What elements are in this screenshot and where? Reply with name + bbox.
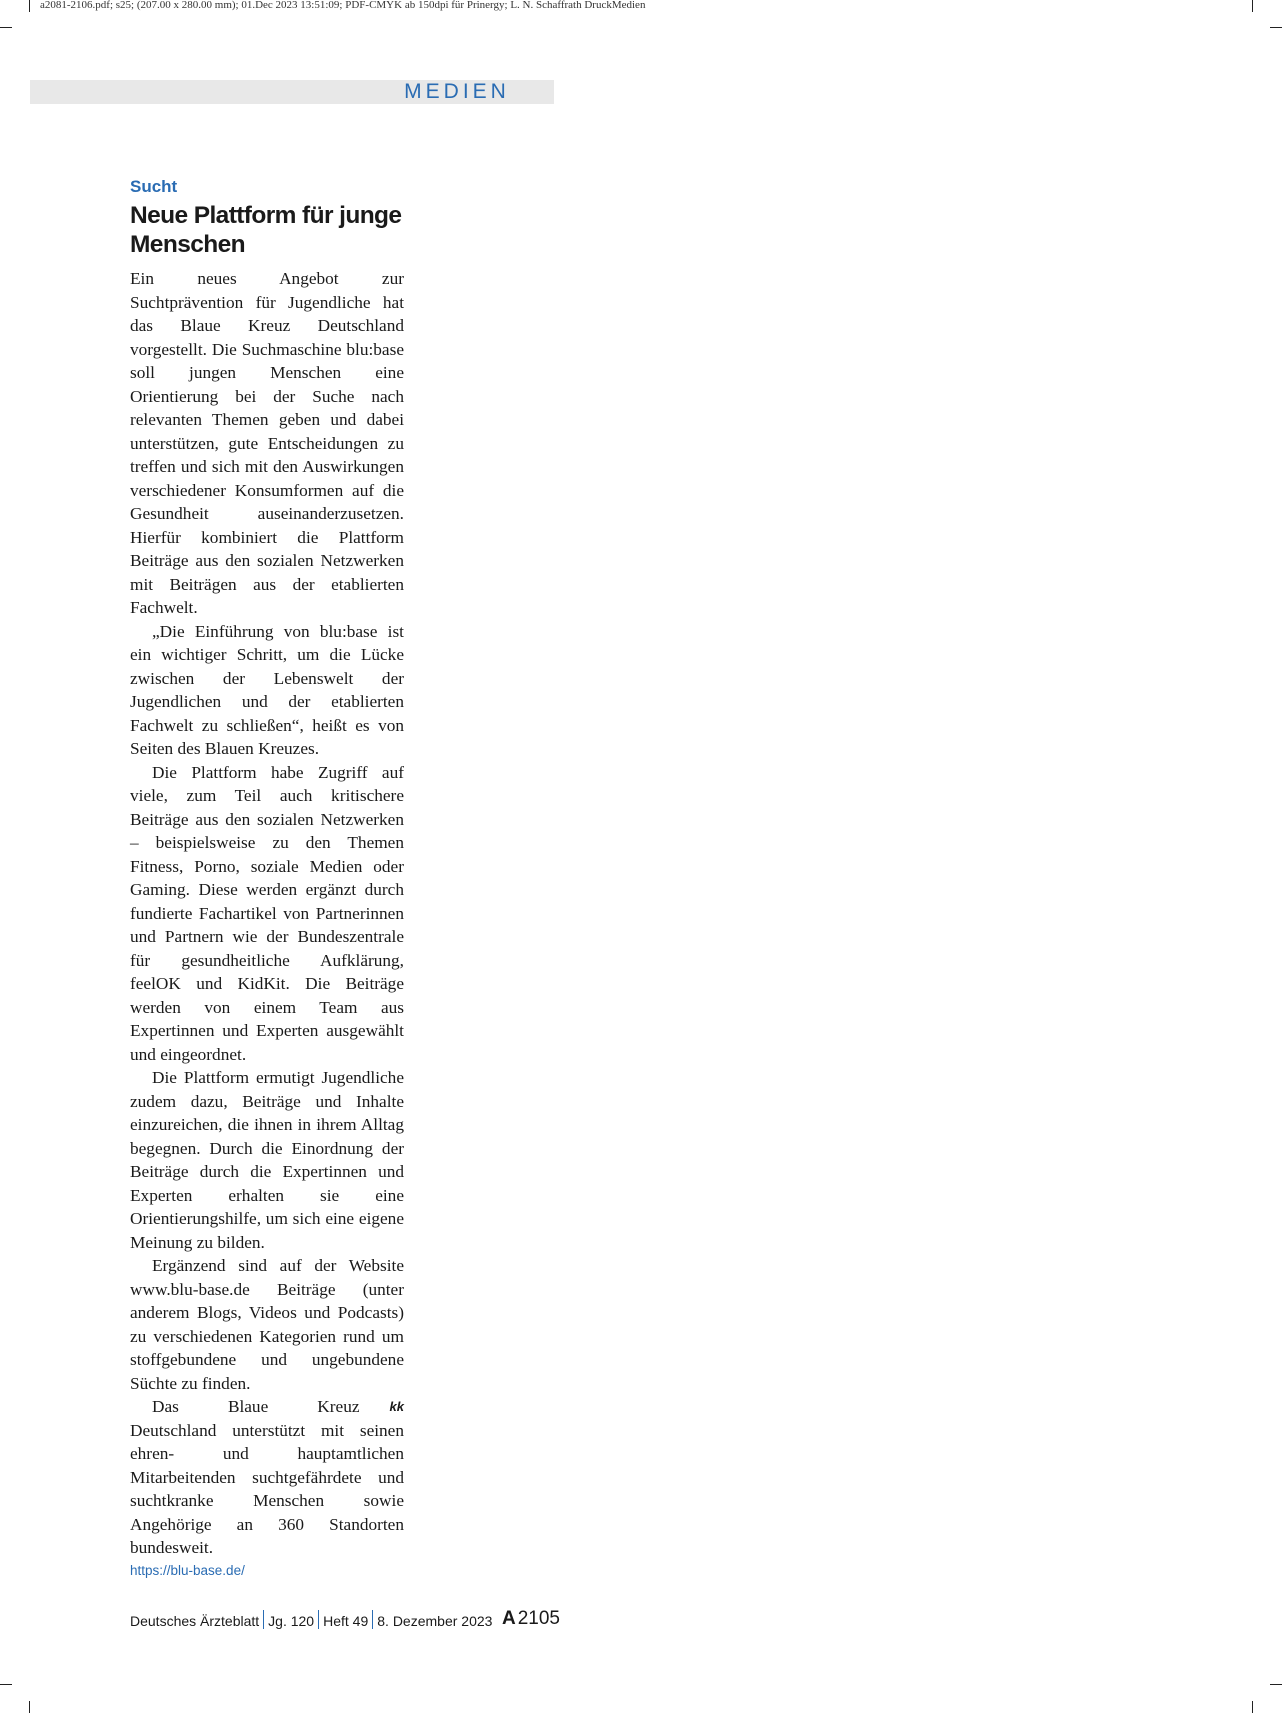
crop-mark-bottom-left-horizontal xyxy=(0,1684,12,1685)
page-number xyxy=(502,1607,560,1631)
crop-mark-top-right-horizontal xyxy=(1270,27,1282,28)
article-headline: Neue Plattform für junge Menschen xyxy=(130,202,402,258)
article-paragraph: Ergänzend sind auf der Website www.blu-base.de Beiträge (unter anderem Blogs, Videos und Podcasts) zu verschiedenen Kategorien rund um stoffgebundene und ungebundene Süchte zu finden. xyxy=(130,1256,404,1393)
crop-mark-top-right-vertical xyxy=(1252,0,1253,12)
article-paragraph-text: Das Blaue Kreuz Deutschland unterstützt mit seinen ehren- und hauptamtlichen Mitarbeitenden suchtgefährdete und suchtkranke Menschen sowie Angehörige an 360 Standorten bundesweit. xyxy=(130,1397,404,1557)
source-link[interactable]: https://blu-base.de/ xyxy=(130,1562,245,1578)
article-paragraph-last xyxy=(130,1395,404,1560)
footer-date: 8. Dezember 2023 xyxy=(377,1613,493,1629)
crop-mark-bottom-right-horizontal xyxy=(1270,1684,1282,1685)
print-slug: a2081-2106.pdf; s25; (207.00 x 280.00 mm); 01.Dec 2023 13:51:09; PDF-CMYK ab 150dpi für Prinergy; L. N. Schaffrath DruckMedien xyxy=(40,0,646,11)
crop-mark-bottom-right-vertical xyxy=(1252,1701,1253,1713)
article-body xyxy=(130,267,404,1560)
crop-mark-top-left-vertical xyxy=(29,0,30,12)
article-paragraph: Ein neues Angebot zur Suchtprävention für Jugendliche hat das Blaue Kreuz Deutschland vorgestellt. Die Suchmaschine blu:base soll jungen Menschen eine Orientierung bei der Suche nach relevanten Themen geben und dabei unterstützen, gute Entscheidungen zu treffen und sich mit den Auswirkungen verschiedener Konsumformen auf die Gesundheit auseinanderzusetzen. Hierfür kombiniert die Plattform Beiträge aus den sozialen Netzwerken mit Beiträgen aus der etablierten Fachwelt. xyxy=(130,269,404,617)
footer-issue: Heft 49 xyxy=(323,1613,369,1629)
page-footer xyxy=(130,1610,560,1631)
page-prefix: A xyxy=(502,1608,516,1629)
article-kicker: Sucht xyxy=(130,177,178,196)
footer-volume: Jg. 120 xyxy=(268,1613,315,1629)
section-label: MEDIEN xyxy=(404,80,510,103)
crop-mark-bottom-left-vertical xyxy=(29,1701,30,1713)
author-initials: kk xyxy=(389,1399,404,1414)
page-number-value: 2105 xyxy=(517,1608,561,1629)
footer-separator xyxy=(372,1610,373,1629)
article-paragraph: „Die Einführung von blu:base ist ein wichtiger Schritt, um die Lücke zwischen der Lebenswelt der Jugendlichen und der etablierten Fachwelt zu schließen“, heißt es von Seiten des Blauen Kreuzes. xyxy=(130,621,404,758)
article xyxy=(130,176,404,1580)
footer-journal: Deutsches Ärzteblatt xyxy=(130,1613,260,1629)
article-paragraph: Die Plattform ermutigt Jugendliche zudem dazu, Beiträge und Inhalte einzureichen, die ihnen in ihrem Alltag begegnen. Durch die Einordnung der Beiträge durch die Expertinnen und Experten erhalten sie eine Orientierungshilfe, um sich eine eigene Meinung zu bilden. xyxy=(130,1068,404,1252)
footer-separator xyxy=(263,1610,264,1629)
article-paragraph: Die Plattform habe Zugriff auf viele, zum Teil auch kritischere Beiträge aus den sozialen Netzwerken – beispielsweise zu den Themen Fitness, Porno, soziale Medien oder Gaming. Diese werden ergänzt durch fundierte Fachartikel von Partnerinnen und Partnern wie der Bundeszentrale für gesundheitliche Aufklärung, feelOK und KidKit. Die Beiträge werden von einem Team aus Expertinnen und Experten ausgewählt und eingeordnet. xyxy=(130,762,404,1064)
footer-separator xyxy=(318,1610,319,1629)
crop-mark-top-left-horizontal xyxy=(0,27,12,28)
